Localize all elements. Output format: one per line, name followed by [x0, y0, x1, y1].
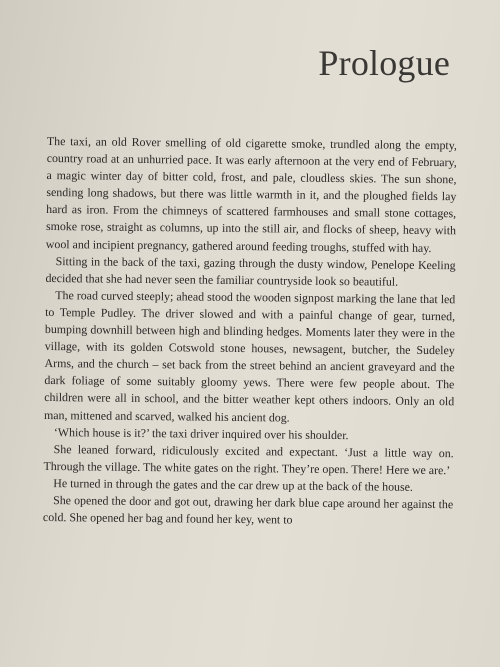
paragraph: ‘Which house is it?’ the taxi driver inquired over his shoulder. [53, 424, 349, 442]
paragraph: He turned in through the gates and the car drew up at the back of the house. [53, 475, 413, 494]
paragraph: The taxi, an old Rover smelling of old cigarette smoke, trundled along the empty, country road at an unhurried pace. It was early afternoon at the very end of February, a magic winter day of bitter cold, frost, and pale, cloudless skies. The sun shone, sending long shadows, but there was little warmth in it, and the ploughed fields lay hard as iron. From the chimneys of scattered farmhouses and small stone cottages, smoke rose, straight as columns, up into the still air, and flocks of sheep, heavy with wool and incipient pregnancy, gathered around feeding troughs, stuffed with hay. [45, 133, 457, 255]
paragraph: She opened the door and got out, drawing her dark blue cape around her against the cold. She opened her bag and found her key, went to [42, 493, 454, 527]
chapter-title: Prologue [318, 43, 450, 83]
body-text [43, 133, 457, 530]
paragraph: Sitting in the back of the taxi, gazing through the dusty window, Penelope Keeling decided that she had never seen the familiar countryside look so beautiful. [45, 253, 456, 289]
paragraph: The road curved steeply; ahead stood the wooden signpost marking the lane that led to Temple Pudley. The driver slowed and with a painful change of gear, turned, bumping downhill between high and blinding hedges. Moments later they were in the village, with its golden Cotswold stone houses, newsagent, butcher, the Sudeley Arms, and the church – set back from the street behind an ancient graveyard and the dark foliage of some suitably gloomy yews. There were few people about. The children were all in school, and the bitter weather kept others indoors. Only an old man, mittened and scarved, walked his ancient dog. [43, 287, 456, 425]
paragraph: She leaned forward, ridiculously excited and expectant. ‘Just a little way on. Through the village. The white gates on the right. They’re open. There! Here we are.’ [43, 441, 454, 478]
